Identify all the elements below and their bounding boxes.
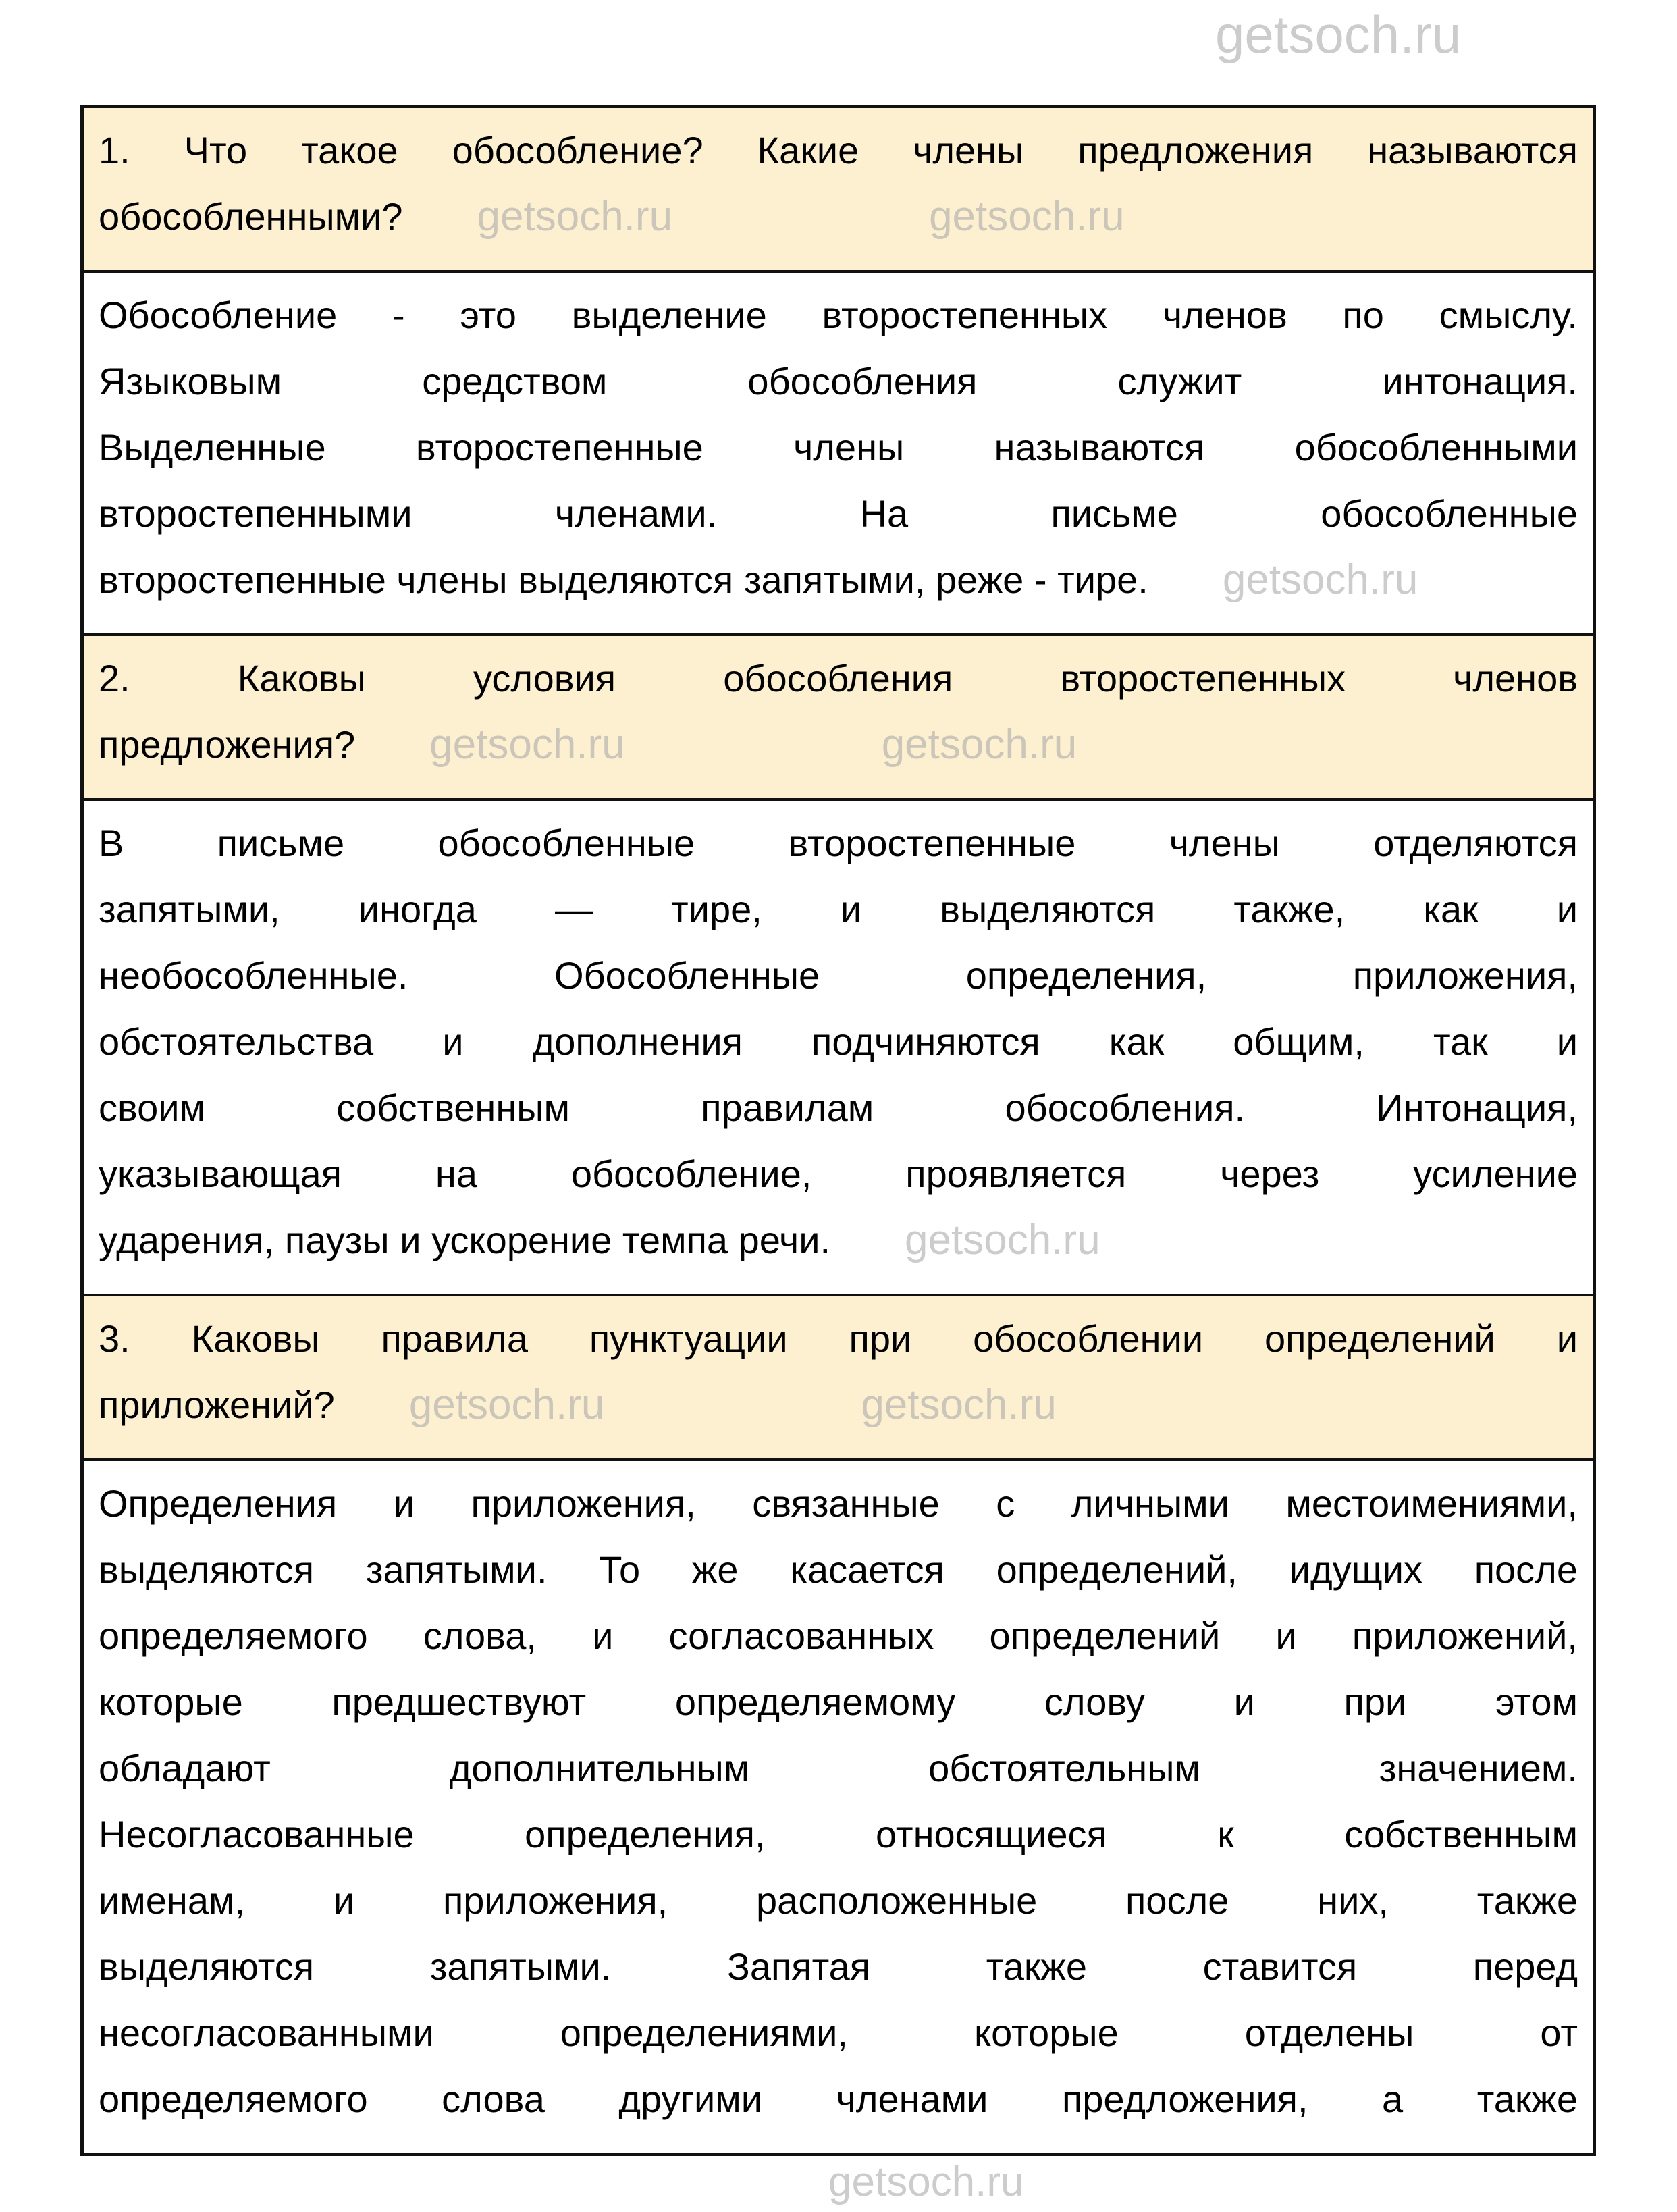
answer-text-line: своим собственным правилам обособления. Интонация, (99, 1086, 1578, 1129)
answer-text-line: несогласованными определениями, которые отделены от (99, 2011, 1578, 2054)
answer-text-line: Языковым средством обособления служит интонация. (99, 360, 1578, 402)
question-text-line: 1. Что такое обособление? Какие члены предложения называются (99, 129, 1578, 172)
answer-text-line: ударения, паузы и ускорение темпа речи. (99, 1219, 831, 1261)
answer-last-line (99, 1207, 1578, 1273)
answer-text-line: указывающая на обособление, проявляется через усиление (99, 1153, 1578, 1195)
answer-text-line: именам, и приложения, расположенные после них, также (99, 1879, 1578, 1922)
watermark: getsoch.ru (929, 193, 1125, 240)
question-text-line: 2. Каковы условия обособления второстепенных членов (99, 657, 1578, 700)
qa-table (80, 105, 1596, 2156)
answer-text-line: второстепенные члены выделяются запятыми, реже - тире. (99, 558, 1148, 601)
answer-text-line: выделяются запятыми. То же касается определений, идущих после (99, 1548, 1578, 1591)
question-text-line: приложений? (99, 1384, 335, 1426)
watermark: getsoch.ru (881, 721, 1077, 768)
watermark: getsoch.ru (1215, 5, 1462, 64)
answer-text-line: Определения и приложения, связанные с личными местоимениями, (99, 1482, 1578, 1525)
answer-text-line: Выделенные второстепенные члены называются обособленными (99, 426, 1578, 469)
question-text-line: 3. Каковы правила пунктуации при обособлении определений и (99, 1317, 1578, 1360)
question-row (84, 1296, 1593, 1461)
answer-text-line: обладают дополнительным обстоятельным значением. (99, 1747, 1578, 1789)
answer-text-line: которые предшествуют определяемому слову и при этом (99, 1681, 1578, 1723)
question-text-line: предложения? (99, 723, 356, 766)
answer-row (84, 801, 1593, 1296)
answer-row (84, 1461, 1593, 2153)
watermark: getsoch.ru (408, 1381, 605, 1428)
question-last-line (99, 1372, 1578, 1438)
question-row (84, 108, 1593, 273)
answer-text-line: запятыми, иногда — тире, и выделяются также, как и (99, 888, 1578, 930)
watermark: getsoch.ru (828, 2159, 1024, 2205)
answer-text-line: второстепенными членами. На письме обособленные (99, 492, 1578, 535)
answer-text-line: Несогласованные определения, относящиеся к собственным (99, 1813, 1578, 1855)
answer-text-line: В письме обособленные второстепенные члены отделяются (99, 822, 1578, 864)
watermark: getsoch.ru (477, 193, 673, 240)
question-row (84, 636, 1593, 801)
answer-text-line: определяемого слова, и согласованных определений и приложений, (99, 1614, 1578, 1657)
answer-text-line: выделяются запятыми. Запятая также ставится перед (99, 1945, 1578, 1988)
answer-row (84, 273, 1593, 636)
question-last-line (99, 712, 1578, 778)
answer-last-line (99, 547, 1578, 613)
watermark: getsoch.ru (861, 1381, 1057, 1428)
watermark: getsoch.ru (905, 1217, 1100, 1263)
watermark: getsoch.ru (1222, 556, 1418, 603)
watermark: getsoch.ru (429, 721, 625, 768)
answer-text-line: Обособление - это выделение второстепенных членов по смыслу. (99, 294, 1578, 336)
question-last-line (99, 184, 1578, 250)
answer-text-line: определяемого слова другими членами предложения, а также (99, 2078, 1578, 2120)
answer-text-line: необособленные. Обособленные определения, приложения, (99, 954, 1578, 997)
question-text-line: обособленными? (99, 195, 403, 238)
answer-text-line: обстоятельства и дополнения подчиняются как общим, так и (99, 1020, 1578, 1063)
